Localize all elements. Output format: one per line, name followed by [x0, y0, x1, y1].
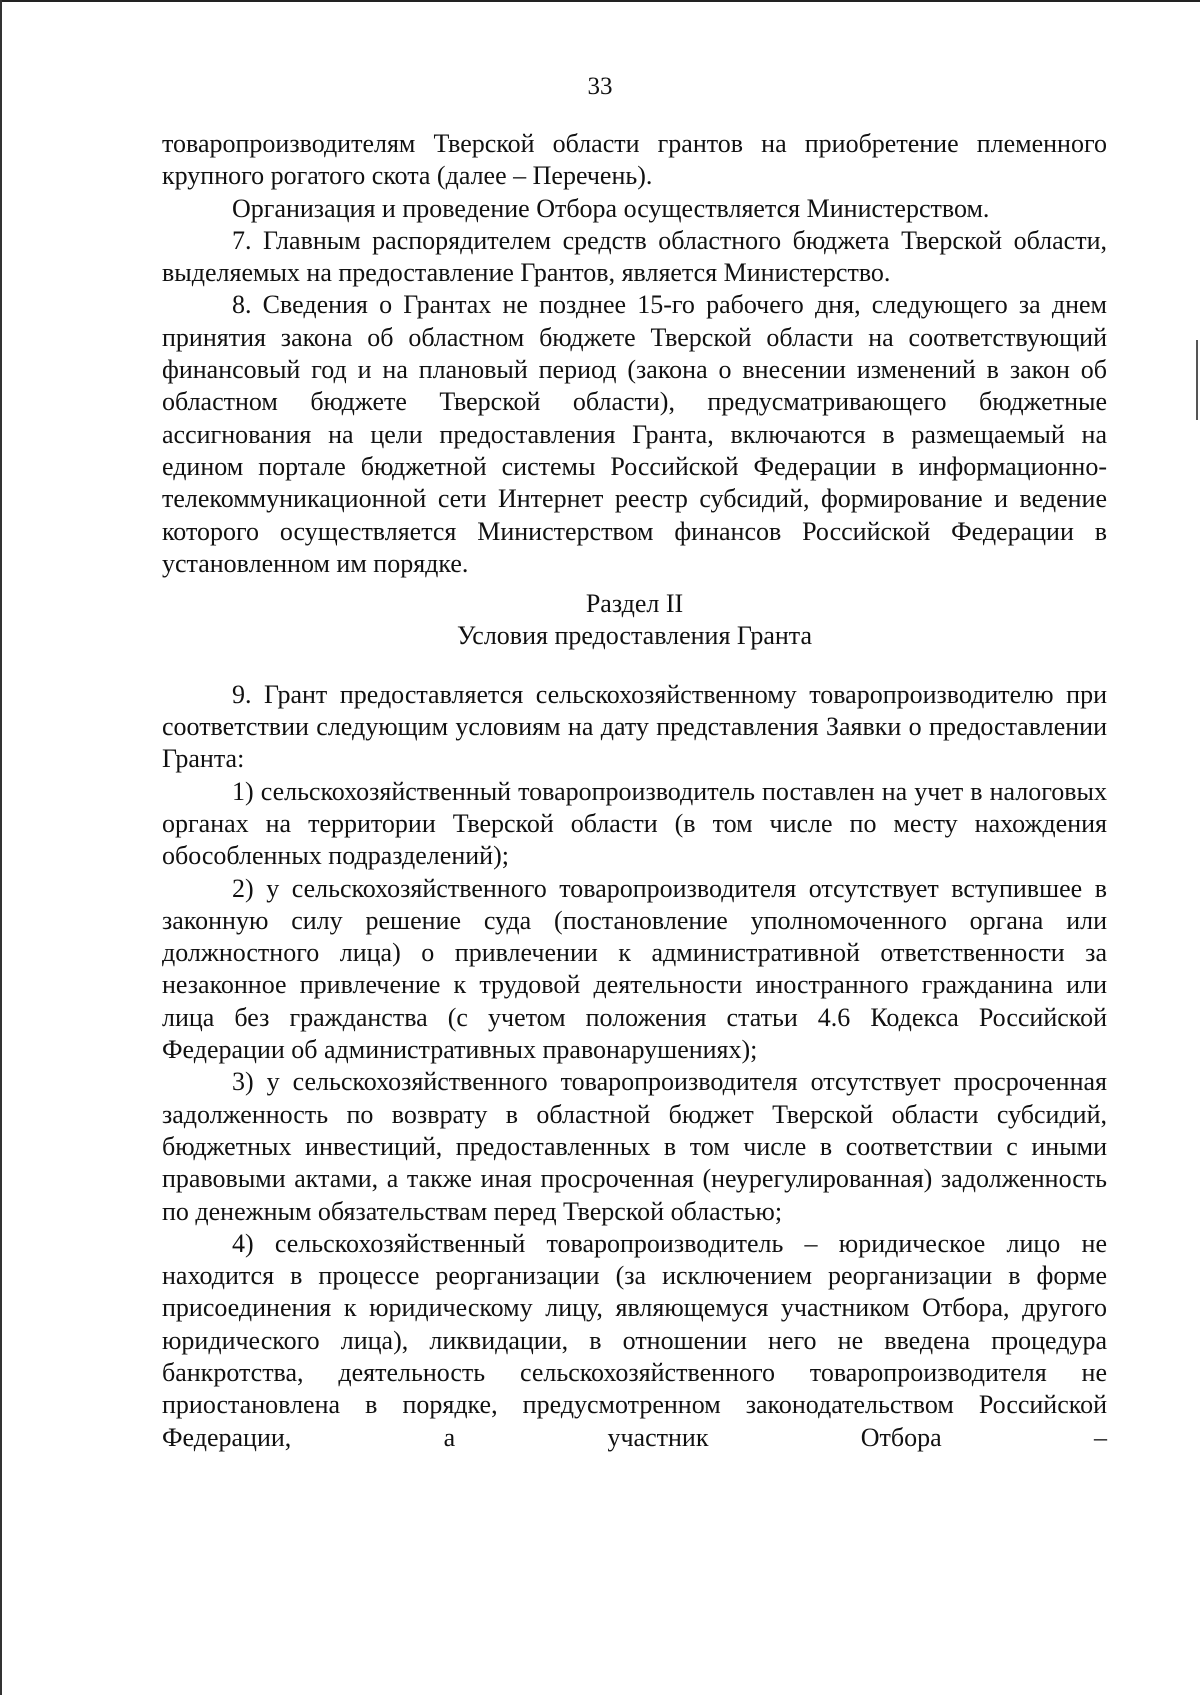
document-body	[162, 128, 1107, 1454]
paragraph: 9. Грант предоставляется сельскохозяйственному товаропроизводителю при соответствии следующим условиям на дату представления Заявки о предоставлении Гранта:	[162, 679, 1107, 774]
paragraph: товаропроизводителям Тверской области грантов на приобретение племенного крупного рогатого скота (далее – Перечень).	[162, 129, 1107, 191]
paragraph: 3) у сельскохозяйственного товаропроизводителя отсутствует просроченная задолженность по возврату в областной бюджет Тверской области субсидий, бюджетных инвестиций, предоставленных в том числе в соответствии с иными правовыми актами, а также иная просроченная (неурегулированная) задолженность по денежным обязательствам перед Тверской областью;	[162, 1067, 1107, 1226]
paragraphs-after-section	[162, 679, 1107, 1454]
section-number: Раздел II	[585, 589, 684, 619]
scan-edge-right-mark	[1196, 340, 1198, 420]
scan-edge-top	[0, 0, 1200, 2]
paragraph: Организация и проведение Отбора осуществляется Министерством.	[232, 193, 990, 223]
paragraph: 4) сельскохозяйственный товаропроизводитель – юридическое лицо не находится в процессе реорганизации (за исключением реорганизации в форме присоединения к юридическому лицу, являющемуся участником Отбора, другого юридического лица), ликвидации, в отношении него не введена процедура банкротства, деятельность сельскохозяйственного товаропроизводителя не приостановлена в порядке, предусмотренном законодательством Российской Федерации, а участник Отбора –	[162, 1228, 1107, 1452]
paragraph: 1) сельскохозяйственный товаропроизводитель поставлен на учет в налоговых органах на территории Тверской области (в том числе по месту нахождения обособленных подразделений);	[162, 776, 1107, 871]
paragraph: 8. Сведения о Грантах не позднее 15-го рабочего дня, следующего за днем принятия закона об областном бюджете Тверской области на соответствующий финансовый год и на плановый период (закона о внесении изменений в закон об областном бюджете Тверской области), предусматривающего бюджетные ассигнования на цели предоставления Гранта, включаются в размещаемый на едином портале бюджетной системы Российской Федерации в информационно-телекоммуникационной сети Интернет реестр субсидий, формирование и ведение которого осуществляется Министерством финансов Российской Федерации в установленном им порядке.	[162, 290, 1107, 578]
page-number: 33	[587, 73, 613, 100]
section-title: Условия предоставления Гранта	[457, 621, 812, 651]
paragraph: 7. Главным распорядителем средств областного бюджета Тверской области, выделяемых на предоставление Грантов, является Министерство.	[162, 225, 1107, 288]
paragraphs-before-section	[162, 128, 1107, 580]
paragraph: 2) у сельскохозяйственного товаропроизводителя отсутствует вступившее в законную силу решение суда (постановление уполномоченного органа или должностного лица) о привлечении к административной ответственности за незаконное привлечение к трудовой деятельности иностранного гражданина или лица без гражданства (с учетом положения статьи 4.6 Кодекса Российской Федерации об административных правонарушениях);	[162, 873, 1107, 1065]
scan-edge-left	[0, 0, 2, 1695]
